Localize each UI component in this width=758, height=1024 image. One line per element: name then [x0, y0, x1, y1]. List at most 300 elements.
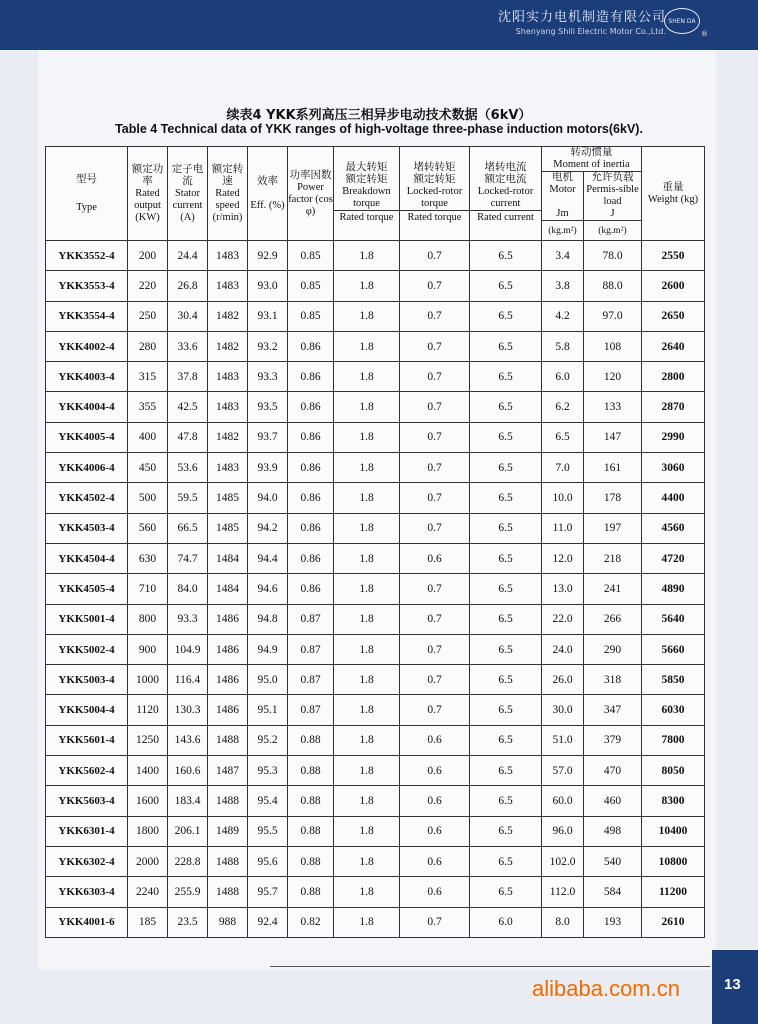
table-cell: 161 [584, 453, 642, 483]
table-cell: 13.0 [542, 574, 584, 604]
table-cell: 584 [584, 877, 642, 907]
table-cell: 10800 [642, 846, 705, 876]
table-cell: 1486 [208, 665, 248, 695]
table-cell: 5640 [642, 604, 705, 634]
table-cell: 1.8 [334, 574, 400, 604]
table-cell: 6.5 [470, 725, 542, 755]
table-cell: 379 [584, 725, 642, 755]
table-cell: YKK3554-4 [46, 301, 128, 331]
table-cell: 400 [128, 422, 168, 452]
table-cell: 498 [584, 816, 642, 846]
table-cell: 10400 [642, 816, 705, 846]
table-cell: 5660 [642, 634, 705, 664]
table-cell: 0.7 [400, 271, 470, 301]
table-cell: 1.8 [334, 665, 400, 695]
table-cell: 1.8 [334, 604, 400, 634]
table-cell: 0.7 [400, 574, 470, 604]
table-cell: 290 [584, 634, 642, 664]
table-cell: YKK4002-4 [46, 331, 128, 361]
table-cell: 0.7 [400, 362, 470, 392]
table-cell: 0.6 [400, 846, 470, 876]
table-cell: 6.5 [470, 453, 542, 483]
table-cell: 6.5 [470, 756, 542, 786]
table-cell: 1485 [208, 483, 248, 513]
table-cell: 2240 [128, 877, 168, 907]
table-cell: 2000 [128, 846, 168, 876]
table-cell: 0.82 [288, 907, 334, 937]
table-cell: 1484 [208, 574, 248, 604]
table-cell: 95.3 [248, 756, 288, 786]
table-row [46, 665, 705, 695]
table-cell: 1.8 [334, 877, 400, 907]
table-cell: YKK4006-4 [46, 453, 128, 483]
footer-divider [270, 966, 710, 967]
table-cell: 1.8 [334, 756, 400, 786]
table-cell: 6.5 [470, 634, 542, 664]
table-cell: 630 [128, 543, 168, 573]
table-cell: 460 [584, 786, 642, 816]
table-cell: 23.5 [168, 907, 208, 937]
table-cell: 1.8 [334, 695, 400, 725]
table-cell: YKK6303-4 [46, 877, 128, 907]
table-cell: 94.9 [248, 634, 288, 664]
table-cell: 95.6 [248, 846, 288, 876]
table-cell: 7800 [642, 725, 705, 755]
table-cell: 193 [584, 907, 642, 937]
table-row [46, 816, 705, 846]
table-cell: 0.87 [288, 604, 334, 634]
table-cell: 315 [128, 362, 168, 392]
table-cell: 347 [584, 695, 642, 725]
table-cell: 1487 [208, 756, 248, 786]
table-cell: 185 [128, 907, 168, 937]
table-cell: 1486 [208, 604, 248, 634]
table-row [46, 574, 705, 604]
table-cell: 95.0 [248, 665, 288, 695]
table-cell: 1.8 [334, 331, 400, 361]
table-cell: 266 [584, 604, 642, 634]
table-title-cn: 续表4 YKK系列高压三相异步电动技术数据（6kV） [226, 108, 532, 123]
table-cell: 53.6 [168, 453, 208, 483]
table-cell: 104.9 [168, 634, 208, 664]
table-cell: 93.1 [248, 301, 288, 331]
table-cell: 1.8 [334, 543, 400, 573]
table-cell: 6.5 [470, 786, 542, 816]
table-cell: YKK4505-4 [46, 574, 128, 604]
table-cell: YKK4004-4 [46, 392, 128, 422]
table-cell: 228.8 [168, 846, 208, 876]
table-cell: 1.8 [334, 483, 400, 513]
table-cell: YKK4001-6 [46, 907, 128, 937]
table-cell: 1482 [208, 422, 248, 452]
table-cell: 1484 [208, 543, 248, 573]
table-cell: 178 [584, 483, 642, 513]
table-cell: 93.2 [248, 331, 288, 361]
table-cell: 30.0 [542, 695, 584, 725]
table-cell: 900 [128, 634, 168, 664]
table-cell: 24.4 [168, 241, 208, 271]
company-name-cn: 沈阳实力电机制造有限公司 [497, 10, 666, 25]
table-cell: 500 [128, 483, 168, 513]
table-row [46, 543, 705, 573]
table-cell: 1.8 [334, 362, 400, 392]
table-row [46, 695, 705, 725]
table-cell: 7.0 [542, 453, 584, 483]
table-cell: 92.4 [248, 907, 288, 937]
table-cell: 1489 [208, 816, 248, 846]
table-cell: 5850 [642, 665, 705, 695]
table-cell: 2870 [642, 392, 705, 422]
technical-data-table [45, 146, 705, 938]
table-row [46, 725, 705, 755]
table-row [46, 241, 705, 271]
table-row [46, 362, 705, 392]
company-name [498, 10, 666, 37]
table-cell: YKK5003-4 [46, 665, 128, 695]
table-row [46, 483, 705, 513]
table-cell: 0.7 [400, 483, 470, 513]
table-cell: 1.8 [334, 725, 400, 755]
table-cell: 0.6 [400, 877, 470, 907]
table-cell: 8050 [642, 756, 705, 786]
header-power-factor: 功率因数 Power factor (cos φ) [288, 147, 334, 241]
table-cell: 74.7 [168, 543, 208, 573]
table-cell: 0.7 [400, 907, 470, 937]
table-cell: 0.86 [288, 574, 334, 604]
table-cell: 30.4 [168, 301, 208, 331]
table-cell: 0.85 [288, 241, 334, 271]
table-cell: 26.0 [542, 665, 584, 695]
table-cell: 0.86 [288, 422, 334, 452]
table-cell: 1.8 [334, 846, 400, 876]
table-cell: 1000 [128, 665, 168, 695]
table-cell: 6.5 [470, 574, 542, 604]
table-cell: YKK4504-4 [46, 543, 128, 573]
table-row [46, 786, 705, 816]
table-cell: 1.8 [334, 422, 400, 452]
table-cell: 47.8 [168, 422, 208, 452]
header-current: 定子电流 Stator current (A) [168, 147, 208, 241]
table-cell: 183.4 [168, 786, 208, 816]
table-cell: 33.6 [168, 331, 208, 361]
company-name-en: Shenyang Shili Electric Motor Co.,Ltd. [515, 27, 666, 36]
table-cell: 2610 [642, 907, 705, 937]
table-cell: 4890 [642, 574, 705, 604]
table-cell: 1483 [208, 392, 248, 422]
table-cell: 1.8 [334, 392, 400, 422]
header-inertia: 转动惯量 Moment of inertia [542, 147, 642, 172]
table-cell: 3.8 [542, 271, 584, 301]
table-cell: 280 [128, 331, 168, 361]
header-motor-unit: (kg.m²) [542, 221, 584, 241]
header-load-inertia: 允许负载 Permis-sible load J [584, 172, 642, 221]
table-row [46, 634, 705, 664]
table-row [46, 513, 705, 543]
header-motor-inertia: 电机 Motor Jm [542, 172, 584, 221]
table-cell: 450 [128, 453, 168, 483]
table-cell: 130.3 [168, 695, 208, 725]
table-cell: 6.5 [470, 816, 542, 846]
table-cell: 4720 [642, 543, 705, 573]
watermark: alibaba.com.cn [532, 976, 680, 1001]
table-row [46, 756, 705, 786]
table-cell: 200 [128, 241, 168, 271]
table-cell: 1483 [208, 271, 248, 301]
table-cell: 2650 [642, 301, 705, 331]
table-cell: 0.7 [400, 241, 470, 271]
table-cell: 206.1 [168, 816, 208, 846]
table-cell: 0.6 [400, 786, 470, 816]
table-cell: 241 [584, 574, 642, 604]
registered-mark-icon: ® [701, 30, 708, 38]
table-cell: 6.5 [470, 543, 542, 573]
table-cell: 120 [584, 362, 642, 392]
table-cell: 93.0 [248, 271, 288, 301]
table-cell: 0.7 [400, 604, 470, 634]
table-cell: 1.8 [334, 513, 400, 543]
table-cell: 1488 [208, 725, 248, 755]
table-cell: 95.2 [248, 725, 288, 755]
table-cell: 1250 [128, 725, 168, 755]
table-cell: 6.5 [470, 271, 542, 301]
table-cell: 93.3 [168, 604, 208, 634]
table-cell: 0.88 [288, 756, 334, 786]
table-body [46, 241, 705, 938]
table-cell: 1486 [208, 634, 248, 664]
table-row [46, 301, 705, 331]
table-cell: 94.4 [248, 543, 288, 573]
table-cell: 0.88 [288, 877, 334, 907]
table-cell: 470 [584, 756, 642, 786]
table-cell: 1.8 [334, 453, 400, 483]
table-cell: 6.5 [470, 362, 542, 392]
header-breakdown-torque: 最大转矩 额定转矩 Breakdown torque Rated torque [334, 147, 400, 241]
table-cell: 143.6 [168, 725, 208, 755]
table-cell: 0.88 [288, 816, 334, 846]
table-cell: 88.0 [584, 271, 642, 301]
table-cell: 0.86 [288, 453, 334, 483]
table-cell: 0.87 [288, 695, 334, 725]
table-cell: 197 [584, 513, 642, 543]
table-cell: 0.87 [288, 634, 334, 664]
table-cell: 78.0 [584, 241, 642, 271]
table-cell: YKK5001-4 [46, 604, 128, 634]
table-cell: 102.0 [542, 846, 584, 876]
table-cell: 2640 [642, 331, 705, 361]
header-locked-current: 堵转电流 额定电流 Locked-rotor current Rated current [470, 147, 542, 241]
table-cell: 1.8 [334, 786, 400, 816]
table-cell: 6.2 [542, 392, 584, 422]
table-cell: 1485 [208, 513, 248, 543]
table-cell: 94.0 [248, 483, 288, 513]
table-cell: 26.8 [168, 271, 208, 301]
page-number: 13 [724, 976, 741, 993]
table-cell: 540 [584, 846, 642, 876]
table-cell: 1.8 [334, 816, 400, 846]
table-cell: YKK3553-4 [46, 271, 128, 301]
table-cell: 8300 [642, 786, 705, 816]
table-cell: 2600 [642, 271, 705, 301]
table-row [46, 877, 705, 907]
table-cell: 0.87 [288, 665, 334, 695]
table-cell: 6.5 [470, 392, 542, 422]
table-cell: 0.6 [400, 543, 470, 573]
table-cell: 0.88 [288, 786, 334, 816]
table-cell: 1488 [208, 846, 248, 876]
table-cell: 4560 [642, 513, 705, 543]
table-row [46, 422, 705, 452]
table-cell: 95.4 [248, 786, 288, 816]
table-cell: 6.5 [470, 483, 542, 513]
table-cell: 6.5 [470, 695, 542, 725]
table-cell: YKK4003-4 [46, 362, 128, 392]
table-cell: 1482 [208, 301, 248, 331]
table-cell: 1488 [208, 877, 248, 907]
table-cell: 0.7 [400, 422, 470, 452]
table-cell: 93.9 [248, 453, 288, 483]
table-cell: 22.0 [542, 604, 584, 634]
table-cell: YKK6301-4 [46, 816, 128, 846]
table-cell: 6.5 [542, 422, 584, 452]
table-cell: 250 [128, 301, 168, 331]
table-cell: 6.5 [470, 877, 542, 907]
table-cell: 0.7 [400, 392, 470, 422]
table-cell: 560 [128, 513, 168, 543]
table-row [46, 604, 705, 634]
table-cell: 2990 [642, 422, 705, 452]
header-output: 额定功率 Rated output (KW) [128, 147, 168, 241]
table-cell: 42.5 [168, 392, 208, 422]
table-cell: 95.7 [248, 877, 288, 907]
header-type: 型号 Type [46, 147, 128, 241]
table-cell: 988 [208, 907, 248, 937]
table-row [46, 271, 705, 301]
table-cell: 4.2 [542, 301, 584, 331]
table-cell: 94.8 [248, 604, 288, 634]
table-cell: 94.6 [248, 574, 288, 604]
table-cell: 84.0 [168, 574, 208, 604]
table-cell: 0.6 [400, 816, 470, 846]
table-cell: 0.88 [288, 846, 334, 876]
table-cell: 96.0 [542, 816, 584, 846]
table-cell: 95.1 [248, 695, 288, 725]
table-cell: 3060 [642, 453, 705, 483]
table-cell: 12.0 [542, 543, 584, 573]
table-cell: 66.5 [168, 513, 208, 543]
table-cell: 6.5 [470, 513, 542, 543]
table-cell: YKK5601-4 [46, 725, 128, 755]
table-row [46, 846, 705, 876]
table-cell: 0.7 [400, 695, 470, 725]
table-cell: 1488 [208, 786, 248, 816]
table-cell: YKK5602-4 [46, 756, 128, 786]
table-cell: 160.6 [168, 756, 208, 786]
header-locked-torque: 堵转转矩 额定转矩 Locked-rotor torque Rated torque [400, 147, 470, 241]
table-cell: 1400 [128, 756, 168, 786]
table-cell: 0.7 [400, 634, 470, 664]
table-cell: 1483 [208, 362, 248, 392]
table-cell: 1.8 [334, 301, 400, 331]
table-cell: 0.6 [400, 725, 470, 755]
table-cell: 0.86 [288, 483, 334, 513]
table-cell: 5.8 [542, 331, 584, 361]
table-cell: 3.4 [542, 241, 584, 271]
table-cell: 57.0 [542, 756, 584, 786]
table-cell: 0.86 [288, 362, 334, 392]
table-cell: 37.8 [168, 362, 208, 392]
table-cell: 0.88 [288, 725, 334, 755]
table-cell: 147 [584, 422, 642, 452]
table-cell: 24.0 [542, 634, 584, 664]
table-cell: 0.85 [288, 271, 334, 301]
table-cell: 1120 [128, 695, 168, 725]
header-speed: 额定转速 Rated speed (r/min) [208, 147, 248, 241]
table-cell: 318 [584, 665, 642, 695]
table-row [46, 331, 705, 361]
table-cell: 0.86 [288, 543, 334, 573]
table-cell: 2550 [642, 241, 705, 271]
table-cell: 355 [128, 392, 168, 422]
table-cell: 93.7 [248, 422, 288, 452]
table-cell: 0.7 [400, 331, 470, 361]
table-cell: 1.8 [334, 907, 400, 937]
table-cell: 255.9 [168, 877, 208, 907]
header-eff: 效率 Eff. (%) [248, 147, 288, 241]
table-cell: YKK5603-4 [46, 786, 128, 816]
table-cell: 1600 [128, 786, 168, 816]
table-cell: 8.0 [542, 907, 584, 937]
table-cell: 0.7 [400, 665, 470, 695]
table-row [46, 907, 705, 937]
table-cell: 6030 [642, 695, 705, 725]
table-cell: 1486 [208, 695, 248, 725]
table-cell: 6.5 [470, 331, 542, 361]
table-cell: 218 [584, 543, 642, 573]
table-cell: 60.0 [542, 786, 584, 816]
table-cell: 10.0 [542, 483, 584, 513]
table-cell: YKK5004-4 [46, 695, 128, 725]
table-cell: 0.86 [288, 331, 334, 361]
table-cell: 6.5 [470, 241, 542, 271]
table-cell: 11.0 [542, 513, 584, 543]
table-cell: 0.7 [400, 453, 470, 483]
table-cell: 93.3 [248, 362, 288, 392]
table-cell: YKK4502-4 [46, 483, 128, 513]
table-cell: YKK3552-4 [46, 241, 128, 271]
table-cell: YKK4005-4 [46, 422, 128, 452]
table-cell: 97.0 [584, 301, 642, 331]
table-cell: 6.5 [470, 665, 542, 695]
table-cell: 6.0 [542, 362, 584, 392]
table-cell: 92.9 [248, 241, 288, 271]
table-cell: 112.0 [542, 877, 584, 907]
table-cell: 116.4 [168, 665, 208, 695]
table-cell: 6.5 [470, 846, 542, 876]
table-cell: 108 [584, 331, 642, 361]
table-cell: 1.8 [334, 271, 400, 301]
table-cell: 1.8 [334, 634, 400, 664]
table-cell: 0.86 [288, 513, 334, 543]
table-cell: YKK5002-4 [46, 634, 128, 664]
page-header [0, 0, 758, 50]
header-weight: 重量 Weight (kg) [642, 147, 705, 241]
table-title-en: Table 4 Technical data of YKK ranges of high-voltage three-phase induction motors(6kV). [115, 122, 643, 136]
table-cell: 59.5 [168, 483, 208, 513]
header-load-unit: (kg.m²) [584, 221, 642, 241]
table-cell: 6.5 [470, 301, 542, 331]
table-cell: 94.2 [248, 513, 288, 543]
table-cell: 220 [128, 271, 168, 301]
